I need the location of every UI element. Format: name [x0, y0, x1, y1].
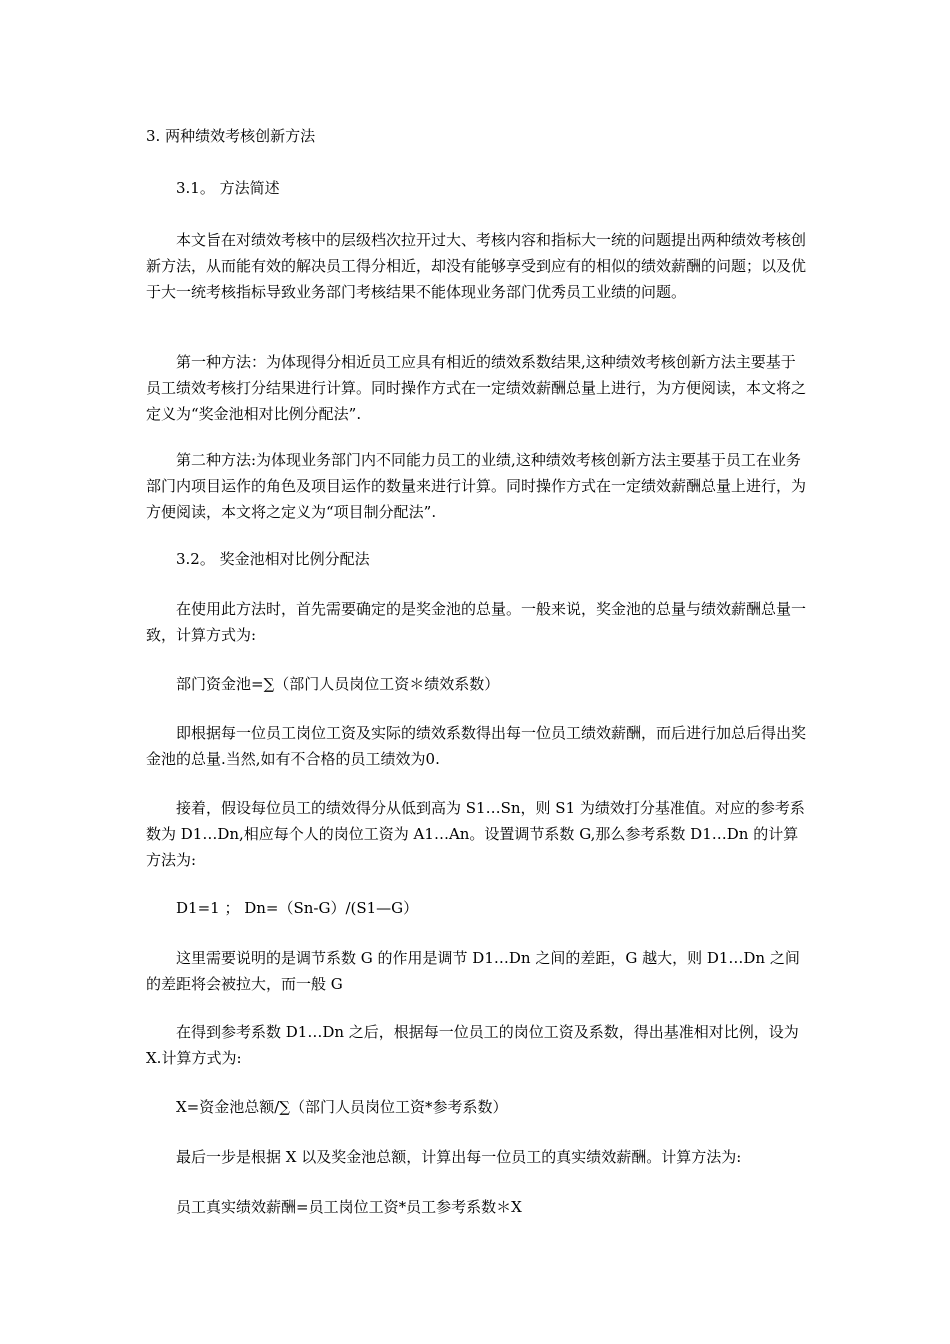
- paragraph-relative-ratio: 在得到参考系数 D1…Dn 之后，根据每一位员工的岗位工资及系数，得出基准相对比例，设为 X.计算方式为:: [146, 1023, 799, 1067]
- formula-bonus-pool: 部门资金池=∑（部门人员岗位工资＊绩效系数）: [176, 675, 500, 693]
- subsection-heading-3-1: 3.1。 方法简述: [176, 179, 280, 197]
- paragraph-pool-sum: 即根据每一位员工岗位工资及实际的绩效系数得出每一位员工绩效薪酬，而后进行加总后得出奖金池的总量.当然,如有不合格的员工绩效为0.: [146, 724, 807, 768]
- paragraph-method-two: 第二种方法:为体现业务部门内不同能力员工的业绩,这种绩效考核创新方法主要基于员工在业务部门内项目运作的角色及项目运作的数量来进行计算。同时操作方式在一定绩效薪酬总量上进行，为方便阅读，本文将之定义为“项目制分配法”.: [146, 451, 807, 521]
- subsection-heading-3-2: 3.2。 奖金池相对比例分配法: [176, 550, 370, 568]
- formula-coefficient-d: D1=1 ； Dn=（Sn-G）/(S1—G）: [176, 899, 419, 917]
- formula-real-salary: 员工真实绩效薪酬=员工岗位工资*员工参考系数＊X: [176, 1198, 522, 1216]
- paragraph-intro: 本文旨在对绩效考核中的层级档次拉开过大、考核内容和指标大一统的问题提出两种绩效考核创新方法，从而能有效的解决员工得分相近，却没有能够享受到应有的相似的绩效薪酬的问题；以及优于大一统考核指标导致业务部门考核结果不能体现业务部门优秀员工业绩的问题。: [146, 231, 807, 301]
- paragraph-bonus-pool: 在使用此方法时，首先需要确定的是奖金池的总量。一般来说，奖金池的总量与绩效薪酬总量一致，计算方式为:: [146, 600, 807, 644]
- formula-ratio-x: X=资金池总额/∑（部门人员岗位工资*参考系数）: [176, 1098, 508, 1116]
- section-heading-3: 3. 两种绩效考核创新方法: [146, 127, 316, 145]
- paragraph-adjustment-g: 这里需要说明的是调节系数 G 的作用是调节 D1…Dn 之间的差距，G 越大，则 D1…Dn 之间的差距将会被拉大，而一般 G: [146, 949, 800, 993]
- paragraph-method-one: 第一种方法：为体现得分相近员工应具有相近的绩效系数结果,这种绩效考核创新方法主要基于员工绩效考核打分结果进行计算。同时操作方式在一定绩效薪酬总量上进行，为方便阅读，本文将之定义为“奖金池相对比例分配法”.: [146, 353, 807, 423]
- paragraph-final-step: 最后一步是根据 X 以及奖金池总额，计算出每一位员工的真实绩效薪酬。计算方法为:: [176, 1148, 742, 1166]
- paragraph-reference-coefficient: 接着，假设每位员工的绩效得分从低到高为 S1…Sn，则 S1 为绩效打分基准值。对应的参考系数为 D1…Dn,相应每个人的岗位工资为 A1…An。设置调节系数 G,那么参考系数 D1…Dn 的计算方法为:: [146, 799, 805, 869]
